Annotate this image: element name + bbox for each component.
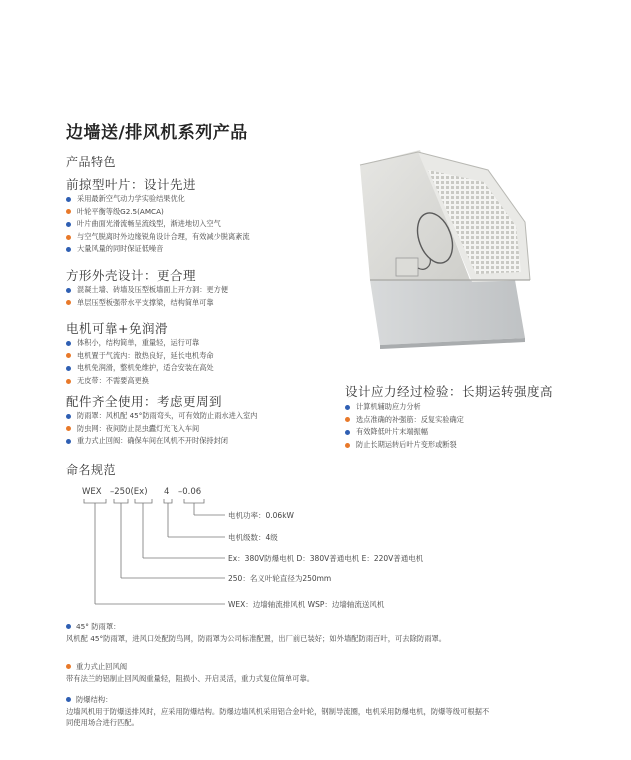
naming-label-motor: Ex：380V防爆电机 D：380V普通电机 E：220V普通电机 <box>228 554 424 563</box>
list-item: 有效降低叶片末端振幅 <box>345 426 464 439</box>
list-item: 无皮带：不需要高更换 <box>66 375 214 388</box>
list-item: 混凝土墙、砖墙及压型板墙面上开方洞：更方便 <box>66 284 228 297</box>
naming-title: 命名规范 <box>66 463 117 477</box>
section-heading-accessories: 配件齐全使用：考虑更周到 <box>66 394 223 409</box>
list-item: 防止长期运转后叶片变形或断裂 <box>345 439 464 452</box>
list-item: 大量风量的同时保证低噪音 <box>66 243 250 256</box>
naming-label-diameter: 250：名义叶轮直径为250mm <box>228 574 332 583</box>
note-check-valve <box>66 661 496 684</box>
bullet-dot <box>66 624 71 629</box>
list-item: 叶片曲面光滑流畅呈流线型，渐进地切入空气 <box>66 218 250 231</box>
section-heading-blades: 前掠型叶片：设计先进 <box>66 177 197 192</box>
code-power: –0.06 <box>178 487 202 497</box>
list-item: 电机置于气流内：散热良好，延长电机寿命 <box>66 350 214 363</box>
list-item: 选点准确的补强筋：反复实验确定 <box>345 414 464 427</box>
list-item: 叶轮平衡等级G2.5(AMCA) <box>66 206 250 219</box>
list-item: 单层压型板强带水平支撑梁，结构简单可靠 <box>66 297 228 310</box>
bullet-dot <box>66 664 71 669</box>
note-heading: 防爆结构： <box>76 695 113 704</box>
bullet-dot <box>66 697 71 702</box>
note-explosion-proof <box>66 694 496 729</box>
list-item: 防雨罩：风机配 45°防雨弯头，可有效防止雨水进入室内 <box>66 410 257 423</box>
code-poles: 4 <box>164 487 170 497</box>
list-item: 体积小，结构简单，重量轻，运行可靠 <box>66 337 214 350</box>
list-item: 采用最新空气动力学实验结果优化 <box>66 193 250 206</box>
list-item: 与空气脱离时外边缘锐角设计合理，有效减少脱离紊流 <box>66 231 250 244</box>
note-body: 风机配 45°防雨罩，进风口处配防鸟网，防雨罩为公司标准配置，出厂前已装好；如外墙配防雨百叶，可去除防雨罩。 <box>66 633 447 643</box>
code-series: WEX <box>82 487 102 497</box>
list-item: 重力式止回阀：确保车间在风机不开时保持封闭 <box>66 435 257 448</box>
naming-label-series: WEX：边墙轴流排风机 WSP：边墙轴流送风机 <box>228 600 385 609</box>
section-heading-stress: 设计应力经过检验：长期运转强度高 <box>345 384 554 399</box>
list-item: 防虫网：夜间防止昆虫蠹灯光飞入车间 <box>66 423 257 436</box>
code-size: –250(Ex) <box>110 487 148 497</box>
note-heading: 45° 防雨罩： <box>76 622 121 631</box>
note-heading: 重力式止回风阀 <box>76 662 128 671</box>
note-rain-hood <box>66 621 496 644</box>
list-item: 计算机辅助应力分析 <box>345 401 464 414</box>
note-body: 边墙风机用于防爆送排风时，应采用防爆结构。防爆边墙风机采用铝合金叶轮，钢制导流圈，电机采用防爆电机，防爆等级可根据不同使用场合进行匹配。 <box>66 706 490 727</box>
note-body: 带有法兰的铝制止回风阀重量轻，阻损小、开启灵活，重力式复位简单可靠。 <box>66 673 315 683</box>
features-label: 产品特色 <box>66 155 117 169</box>
page-title: 边墙送/排风机系列产品 <box>66 123 248 143</box>
naming-label-poles: 电机级数：4级 <box>228 533 278 542</box>
naming-label-power: 电机功率：0.06kW <box>228 511 294 520</box>
list-item: 电机免润滑，整机免维护，适合安装在高处 <box>66 362 214 375</box>
section-heading-housing: 方形外壳设计：更合理 <box>66 268 197 283</box>
section-heading-motor: 电机可靠+免润滑 <box>66 321 168 336</box>
